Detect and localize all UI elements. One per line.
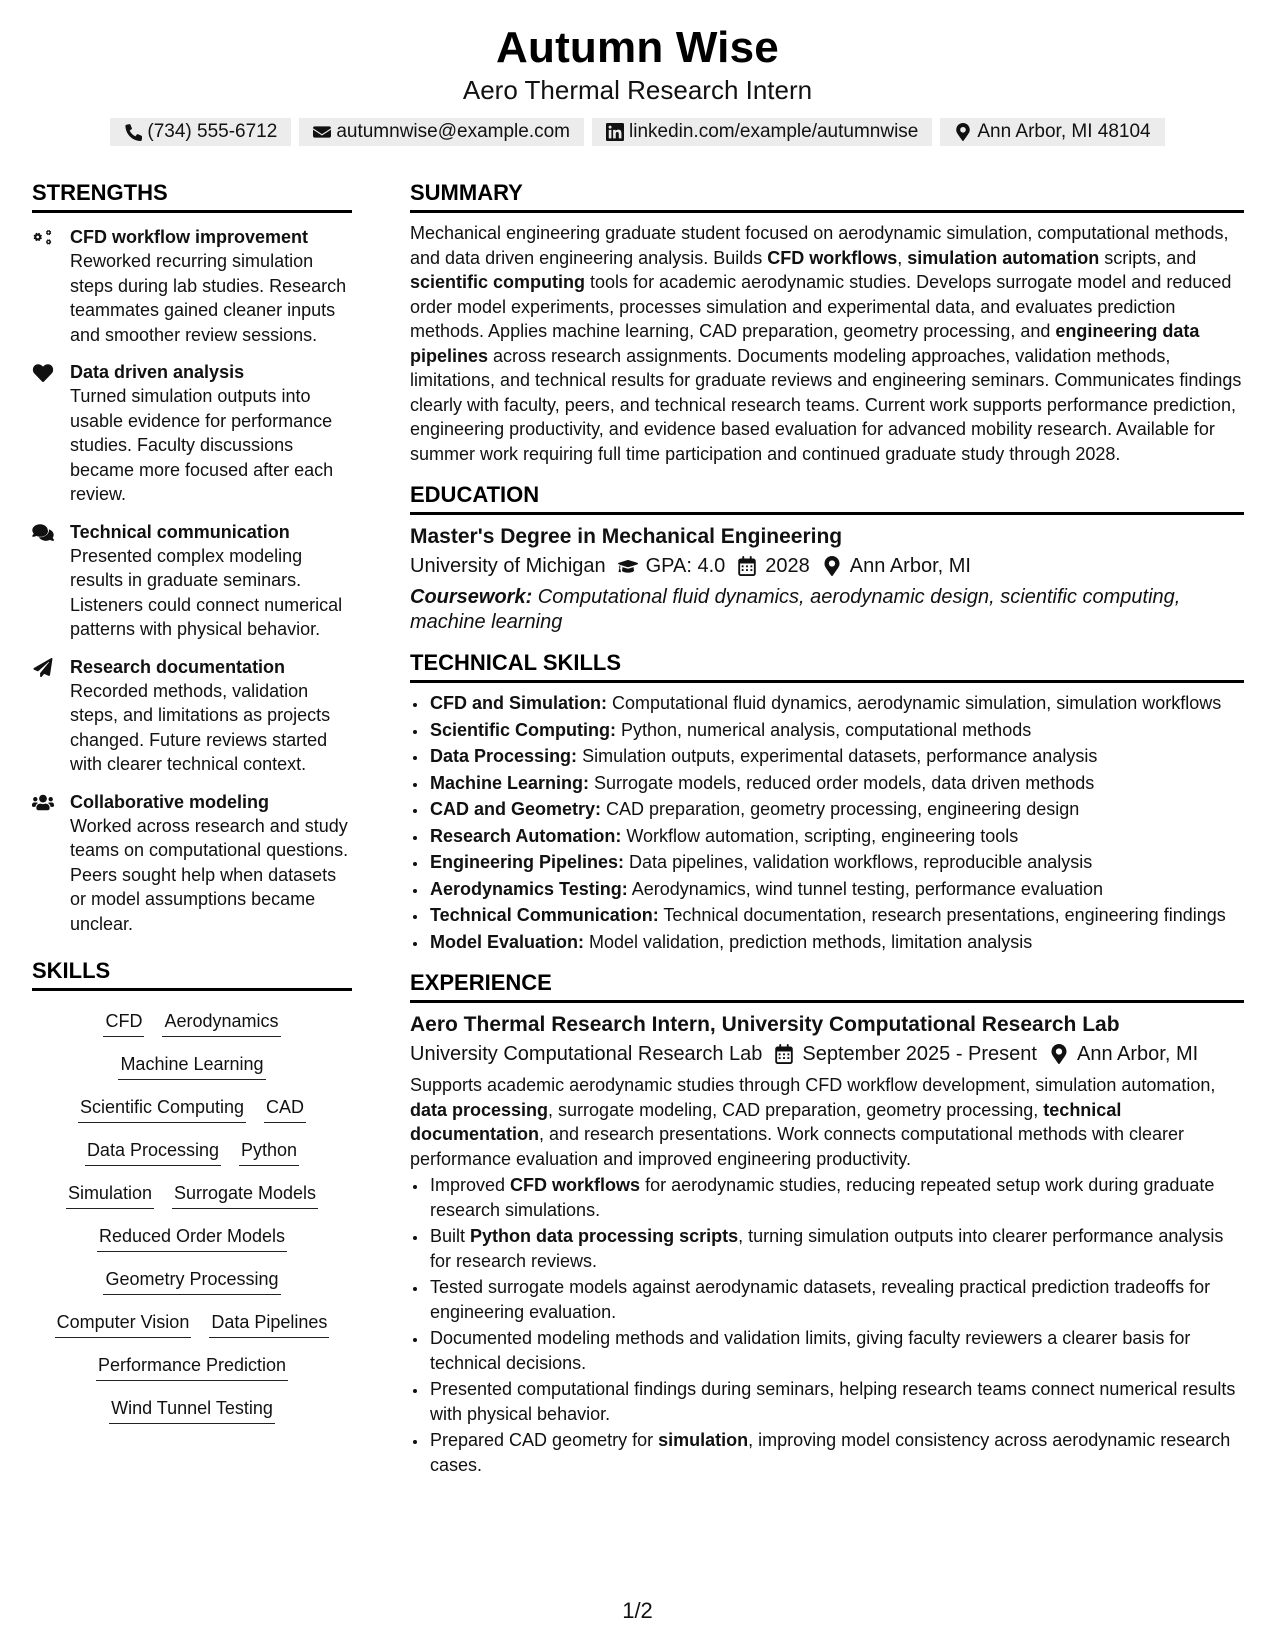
skill-tag: Python	[239, 1138, 299, 1166]
gears-icon	[32, 228, 54, 247]
strengths-list	[32, 225, 352, 936]
job-dates: September 2025 - Present	[802, 1043, 1037, 1065]
skills-list	[32, 991, 352, 1424]
list-item: • Data Processing: Simulation outputs, experimental datasets, performance analysis	[428, 744, 1244, 769]
education-meta	[410, 551, 1244, 581]
skill-tag: Surrogate Models	[172, 1181, 318, 1209]
skill-tag: CFD	[103, 1009, 144, 1037]
skill-tag: Data Pipelines	[209, 1310, 329, 1338]
paper-plane-icon	[32, 658, 54, 677]
experience-heading: EXPERIENCE	[410, 970, 1244, 1003]
education-location: Ann Arbor, MI	[849, 555, 971, 577]
list-item: • Presented computational findings during seminars, helping research teams connect numerical results with physical behavior.	[428, 1377, 1244, 1426]
strengths-heading: STRENGTHS	[32, 180, 352, 213]
list-item: • Built Python data processing scripts, turning simulation outputs into clearer performance analysis for research reviews.	[428, 1224, 1244, 1273]
job-location: Ann Arbor, MI	[1077, 1043, 1199, 1065]
strength-item	[32, 225, 352, 347]
map-pin-icon	[1049, 1044, 1069, 1064]
skill-tag: Simulation	[66, 1181, 154, 1209]
skill-tag: Aerodynamics	[162, 1009, 280, 1037]
calendar-icon	[774, 1044, 794, 1064]
skill-tag: Reduced Order Models	[97, 1224, 287, 1252]
experience-meta	[410, 1039, 1244, 1069]
strength-description: Turned simulation outputs into usable evidence for performance studies. Faculty discussions became more focused after each review.	[70, 386, 334, 504]
contact-linkedin[interactable]	[592, 118, 932, 146]
summary-heading: SUMMARY	[410, 180, 1244, 213]
strength-item	[32, 520, 352, 642]
gpa: GPA: 4.0	[645, 555, 726, 577]
organization-name: University Computational Research Lab	[410, 1043, 763, 1065]
job-title: Aero Thermal Research Intern, University Computational Research Lab	[410, 1013, 1120, 1036]
contact-email-text: autumnwise@example.com	[336, 121, 570, 142]
school-name: University of Michigan	[410, 555, 606, 577]
phone-icon	[124, 123, 142, 141]
strength-description: Recorded methods, validation steps, and limitations as projects changed. Future reviews started with clearer technical context.	[70, 680, 331, 774]
strength-title: Collaborative modeling	[70, 791, 270, 812]
experience-bullets	[410, 1173, 1244, 1477]
job-description: Supports academic aerodynamic studies through CFD workflow development, simulation automation, data processing, surrogate modeling, CAD preparation, geometry processing, technical documentation, and research presentations. Work connects computational methods with clearer performance evaluation and improved engineering productivity.	[410, 1075, 1216, 1169]
list-item: • CAD and Geometry: CAD preparation, geometry processing, engineering design	[428, 797, 1244, 822]
skill-tag: Machine Learning	[118, 1052, 265, 1080]
contact-email[interactable]	[299, 118, 584, 146]
envelope-icon	[313, 123, 331, 141]
strength-description: Presented complex modeling results in graduate seminars. Listeners could connect numerical patterns with physical behavior.	[70, 545, 343, 639]
skill-tag: Data Processing	[85, 1138, 221, 1166]
list-item: • Machine Learning: Surrogate models, reduced order models, data driven methods	[428, 771, 1244, 796]
map-pin-icon	[822, 556, 842, 576]
calendar-icon	[737, 556, 757, 576]
strength-description: Worked across research and study teams on computational questions. Peers sought help when datasets or model assumptions became unclear.	[70, 815, 349, 934]
graduation-year: 2028	[765, 555, 810, 577]
comments-icon	[32, 523, 54, 542]
strength-title: Technical communication	[70, 521, 290, 542]
graduation-cap-icon	[618, 556, 638, 576]
list-item: • Engineering Pipelines: Data pipelines, validation workflows, reproducible analysis	[428, 850, 1244, 875]
skill-tag: Geometry Processing	[103, 1267, 280, 1295]
contact-phone-text: (734) 555-6712	[147, 121, 278, 142]
skill-tag: Computer Vision	[55, 1310, 192, 1338]
map-pin-icon	[954, 123, 972, 141]
skill-tag: Scientific Computing	[78, 1095, 246, 1123]
skill-tag: CAD	[264, 1095, 306, 1123]
strength-title: CFD workflow improvement	[70, 227, 309, 247]
skill-tag: Wind Tunnel Testing	[109, 1396, 275, 1424]
contact-bar	[0, 118, 1275, 146]
degree-title: Master's Degree in Mechanical Engineering	[410, 525, 843, 548]
strength-title: Data driven analysis	[70, 362, 245, 382]
candidate-title: Aero Thermal Research Intern	[462, 75, 813, 105]
page-number: 1/2	[622, 1598, 653, 1623]
strength-item	[32, 360, 352, 507]
skill-tag: Performance Prediction	[96, 1353, 288, 1381]
technical-skills-heading: TECHNICAL SKILLS	[410, 650, 1244, 683]
list-item: • Technical Communication: Technical documentation, research presentations, engineering findings	[428, 903, 1244, 928]
left-column	[32, 180, 352, 1424]
skills-heading: SKILLS	[32, 958, 352, 991]
candidate-name: Autumn Wise	[496, 23, 779, 72]
list-item: • Documented modeling methods and validation limits, giving faculty reviewers a clearer basis for technical decisions.	[428, 1326, 1244, 1375]
heart-icon	[32, 363, 54, 382]
list-item: • Prepared CAD geometry for simulation, improving model consistency across aerodynamic research cases.	[428, 1428, 1244, 1477]
right-column	[410, 180, 1244, 1479]
contact-phone[interactable]	[110, 118, 291, 146]
list-item: • Aerodynamics Testing: Aerodynamics, wind tunnel testing, performance evaluation	[428, 877, 1244, 902]
users-icon	[32, 793, 54, 812]
strength-description: Reworked recurring simulation steps during lab studies. Research teammates gained cleaner inputs and smoother review sessions.	[70, 251, 347, 345]
education-heading: EDUCATION	[410, 482, 1244, 515]
list-item: • Tested surrogate models against aerodynamic datasets, revealing practical prediction tradeoffs for engineering evaluation.	[428, 1275, 1244, 1324]
strength-item	[32, 790, 352, 937]
list-item: • CFD and Simulation: Computational fluid dynamics, aerodynamic simulation, simulation workflows	[428, 691, 1244, 716]
strength-item	[32, 655, 352, 777]
coursework: Coursework: Computational fluid dynamics, aerodynamic design, scientific computing, machine learning	[410, 586, 1181, 633]
contact-linkedin-text: linkedin.com/example/autumnwise	[629, 121, 919, 142]
list-item: • Research Automation: Workflow automation, scripting, engineering tools	[428, 824, 1244, 849]
resume-header	[0, 22, 1275, 146]
list-item: • Improved CFD workflows for aerodynamic studies, reducing repeated setup work during graduate research simulations.	[428, 1173, 1244, 1222]
list-item: • Scientific Computing: Python, numerical analysis, computational methods	[428, 718, 1244, 743]
linkedin-icon	[606, 123, 624, 141]
summary-text: Mechanical engineering graduate student focused on aerodynamic simulation, computational methods, and data driven engineering analysis. Builds CFD workflows, simulation automation scripts, and scientific computing tools for academic aerodynamic studies. Develops surrogate model and reduced order model experiments, processes simulation and experimental data, and evaluates prediction methods. Applies machine learning, CAD preparation, geometry processing, and engineering data pipelines across research assignments. Documents modeling approaches, validation methods, limitations, and technical results for graduate reviews and engineering seminars. Communicates findings clearly with faculty, peers, and technical research teams. Current work supports performance prediction, engineering productivity, and evidence based evaluation for advanced mobility research. Available for summer work requiring full time participation and continued graduate study through 2028.	[410, 223, 1242, 464]
contact-location-text: Ann Arbor, MI 48104	[977, 121, 1151, 142]
list-item: • Model Evaluation: Model validation, prediction methods, limitation analysis	[428, 930, 1244, 955]
skills-section	[32, 958, 352, 1424]
contact-location	[940, 118, 1164, 146]
technical-skills-list	[410, 691, 1244, 954]
strength-title: Research documentation	[70, 656, 286, 677]
